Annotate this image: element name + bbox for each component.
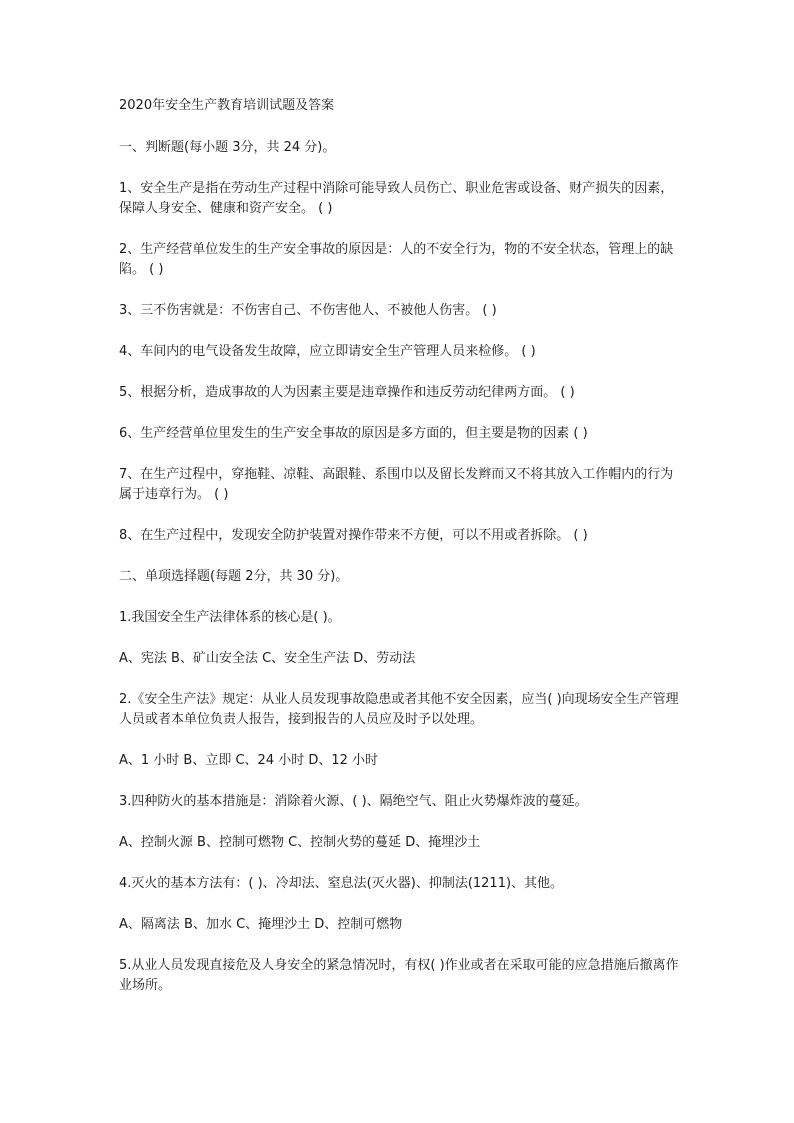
options-mc-1: A、宪法 B、矿山安全法 C、安全生产法 D、劳动法	[119, 651, 416, 666]
question-tf-1: 1、安全生产是指在劳动生产过程中消除可能导致人员伤亡、职业危害或设备、财产损失的因素，保障人身安全、健康和资产安全。 ( )	[119, 181, 674, 216]
options-mc-3: A、控制火源 B、控制可燃物 C、控制火势的蔓延 D、掩埋沙土	[119, 835, 481, 850]
section-heading-single-choice: 二、单项选择题(每题 2分，共 30 分)。	[119, 569, 349, 584]
question-mc-3: 3.四种防火的基本措施是：消除着火源、( )、隔绝空气、阻止火势爆炸波的蔓延。	[119, 794, 588, 809]
options-mc-4: A、隔离法 B、加水 C、掩埋沙土 D、控制可燃物	[119, 917, 403, 932]
section-heading-true-false: 一、判断题(每小题 3分，共 24 分)。	[119, 140, 336, 155]
question-tf-5: 5、根据分析，造成事故的人为因素主要是违章操作和违反劳动纪律两方面。 ( )	[119, 385, 575, 400]
options-mc-2: A、1 小时 B、立即 C、24 小时 D、12 小时	[119, 753, 379, 768]
question-mc-5: 5.从业人员发现直接危及人身安全的紧急情况时，有权( )作业或者在采取可能的应急措施后撤离作业场所。	[119, 958, 679, 993]
document-title: 2020年安全生产教育培训试题及答案	[119, 98, 335, 113]
question-tf-3: 3、三不伤害就是：不伤害自己、不伤害他人、不被他人伤害。 ( )	[119, 303, 497, 318]
question-mc-2: 2.《安全生产法》规定：从业人员发现事故隐患或者其他不安全因素，应当( )向现场安全生产管理人员或者本单位负责人报告，接到报告的人员应及时予以处理。	[119, 692, 679, 727]
question-mc-4: 4.灭火的基本方法有：( )、冷却法、窒息法(灭火器)、抑制法(1211)、其他。	[119, 876, 564, 891]
question-tf-2: 2、生产经营单位发生的生产安全事故的原因是：人的不安全行为，物的不安全状态，管理上的缺陷。 ( )	[119, 242, 674, 277]
document-body	[119, 96, 679, 1017]
question-tf-4: 4、车间内的电气设备发生故障，应立即请安全生产管理人员来检修。 ( )	[119, 344, 536, 359]
question-tf-8: 8、在生产过程中，发现安全防护装置对操作带来不方便，可以不用或者拆除。 ( )	[119, 528, 588, 543]
question-tf-6: 6、生产经营单位里发生的生产安全事故的原因是多方面的，但主要是物的因素 ( )	[119, 426, 588, 441]
question-tf-7: 7、在生产过程中，穿拖鞋、凉鞋、高跟鞋、系围巾以及留长发辫而又不将其放入工作帽内的行为属于违章行为。 ( )	[119, 467, 674, 502]
question-mc-1: 1.我国安全生产法律体系的核心是( )。	[119, 610, 341, 625]
